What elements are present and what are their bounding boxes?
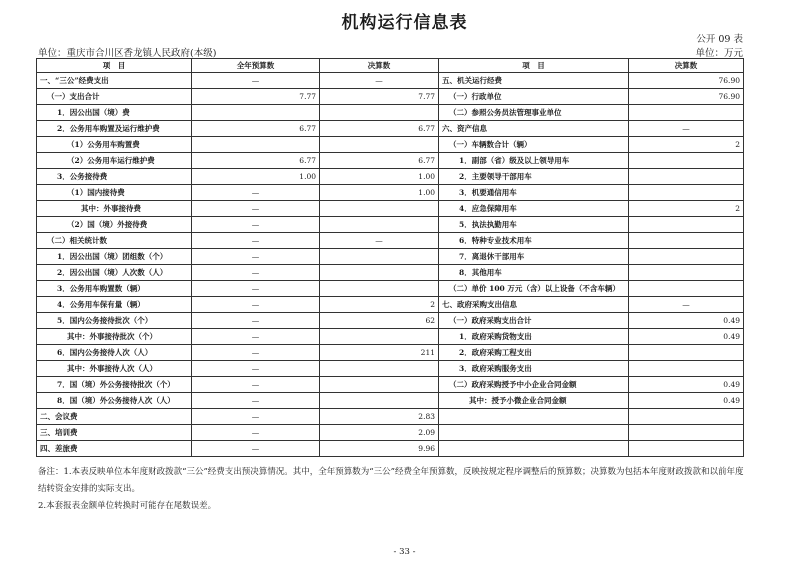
- budget-value: —: [192, 393, 320, 409]
- left-item-label: 4．公务用车保有量（辆）: [37, 297, 192, 313]
- left-item-label: 1．因公出国（境）费: [37, 105, 192, 121]
- final-value: [320, 329, 439, 345]
- right-item-label: （一）行政单位: [439, 89, 629, 105]
- right-final-value: [629, 345, 744, 361]
- right-item-label: 2．主要领导干部用车: [439, 169, 629, 185]
- left-item-label: 3．公务接待费: [37, 169, 192, 185]
- budget-value: —: [192, 425, 320, 441]
- table-row: [37, 217, 744, 233]
- right-item-label: （二）单价 100 万元（含）以上设备（不含车辆）: [439, 281, 629, 297]
- budget-value: —: [192, 345, 320, 361]
- budget-value: —: [192, 217, 320, 233]
- header-item-right: 项 目: [439, 59, 629, 73]
- right-final-value: 0.49: [629, 393, 744, 409]
- right-item-label: 4．应急保障用车: [439, 201, 629, 217]
- table-row: [37, 201, 744, 217]
- table-row: [37, 121, 744, 137]
- left-item-label: 其中：外事接待批次（个）: [37, 329, 192, 345]
- page-title: 机构运行信息表: [341, 13, 468, 33]
- right-final-value: —: [629, 297, 744, 313]
- right-final-value: [629, 425, 744, 441]
- right-final-value: [629, 185, 744, 201]
- final-value: 2.83: [320, 409, 439, 425]
- right-final-value: [629, 281, 744, 297]
- right-item-label: [439, 441, 629, 457]
- final-value: [320, 137, 439, 153]
- table-row: [37, 265, 744, 281]
- header-budget: 全年预算数: [192, 59, 320, 73]
- left-item-label: 三、培训费: [37, 425, 192, 441]
- right-item-label: 五、机关运行经费: [439, 73, 629, 89]
- budget-value: —: [192, 265, 320, 281]
- right-item-label: （一）车辆数合计（辆）: [439, 137, 629, 153]
- final-value: [320, 377, 439, 393]
- currency-unit: 单位：万元: [695, 48, 743, 59]
- right-final-value: [629, 441, 744, 457]
- budget-value: —: [192, 297, 320, 313]
- table-row: [37, 185, 744, 201]
- table-row: [37, 105, 744, 121]
- table-header-row: [37, 59, 744, 73]
- budget-value: —: [192, 377, 320, 393]
- left-item-label: （1）国内接待费: [37, 185, 192, 201]
- final-value: 7.77: [320, 89, 439, 105]
- header-final-right: 决算数: [629, 59, 744, 73]
- left-item-label: （二）相关统计数: [37, 233, 192, 249]
- final-value: 2: [320, 297, 439, 313]
- right-final-value: 2: [629, 137, 744, 153]
- budget-value: —: [192, 73, 320, 89]
- budget-value: —: [192, 185, 320, 201]
- final-value: 211: [320, 345, 439, 361]
- right-item-label: 8．其他用车: [439, 265, 629, 281]
- table-row: [37, 345, 744, 361]
- right-item-label: 2．政府采购工程支出: [439, 345, 629, 361]
- table-row: [37, 89, 744, 105]
- left-item-label: 二、会议费: [37, 409, 192, 425]
- final-value: [320, 217, 439, 233]
- right-item-label: 3．机要通信用车: [439, 185, 629, 201]
- table-row: [37, 153, 744, 169]
- table-row: [37, 409, 744, 425]
- table-row: [37, 73, 744, 89]
- form-number: 公开 09 表: [696, 34, 743, 45]
- right-final-value: [629, 153, 744, 169]
- table-row: [37, 137, 744, 153]
- table-row: [37, 233, 744, 249]
- right-item-label: 3．政府采购服务支出: [439, 361, 629, 377]
- left-item-label: 2．公务用车购置及运行维护费: [37, 121, 192, 137]
- right-item-label: 其中：授予小微企业合同金额: [439, 393, 629, 409]
- left-item-label: （一）支出合计: [37, 89, 192, 105]
- left-item-label: 7．国（境）外公务接待批次（个）: [37, 377, 192, 393]
- right-item-label: （二）参照公务员法管理事业单位: [439, 105, 629, 121]
- right-item-label: [439, 409, 629, 425]
- budget-value: 1.00: [192, 169, 320, 185]
- budget-value: —: [192, 313, 320, 329]
- right-final-value: 76.90: [629, 73, 744, 89]
- budget-value: —: [192, 329, 320, 345]
- final-value: —: [320, 233, 439, 249]
- final-value: 2.09: [320, 425, 439, 441]
- right-item-label: 1．副部（省）级及以上领导用车: [439, 153, 629, 169]
- right-item-label: 六、资产信息: [439, 121, 629, 137]
- note-line: 结转资金安排的实际支出。: [38, 484, 141, 494]
- budget-value: 6.77: [192, 121, 320, 137]
- budget-value: 6.77: [192, 153, 320, 169]
- right-final-value: [629, 169, 744, 185]
- table-row: [37, 361, 744, 377]
- right-item-label: 6．特种专业技术用车: [439, 233, 629, 249]
- right-final-value: 2: [629, 201, 744, 217]
- left-item-label: （1）公务用车购置费: [37, 137, 192, 153]
- left-item-label: 1．因公出国（境）团组数（个）: [37, 249, 192, 265]
- left-item-label: 5．国内公务接待批次（个）: [37, 313, 192, 329]
- budget-value: [192, 137, 320, 153]
- right-final-value: [629, 265, 744, 281]
- budget-value: —: [192, 361, 320, 377]
- right-final-value: —: [629, 121, 744, 137]
- budget-value: —: [192, 409, 320, 425]
- right-item-label: 7．离退休干部用车: [439, 249, 629, 265]
- right-final-value: 0.49: [629, 313, 744, 329]
- table-row: [37, 313, 744, 329]
- header-item: 项 目: [37, 59, 192, 73]
- header-final: 决算数: [320, 59, 439, 73]
- left-item-label: 四、差旅费: [37, 441, 192, 457]
- right-final-value: 0.49: [629, 377, 744, 393]
- budget-value: —: [192, 201, 320, 217]
- right-final-value: [629, 233, 744, 249]
- budget-value: —: [192, 441, 320, 457]
- table-row: [37, 425, 744, 441]
- budget-value: [192, 105, 320, 121]
- note-line: 2.本套报表金额单位转换时可能存在尾数误差。: [38, 501, 217, 511]
- right-item-label: 5．执法执勤用车: [439, 217, 629, 233]
- table-row: [37, 169, 744, 185]
- right-final-value: 76.90: [629, 89, 744, 105]
- notes: [38, 464, 804, 515]
- left-item-label: （2）国（境）外接待费: [37, 217, 192, 233]
- right-final-value: [629, 217, 744, 233]
- table-body: [37, 73, 744, 457]
- right-final-value: [629, 361, 744, 377]
- final-value: [320, 105, 439, 121]
- budget-value: —: [192, 281, 320, 297]
- budget-value: —: [192, 233, 320, 249]
- right-item-label: [439, 425, 629, 441]
- left-item-label: 一、“三公”经费支出: [37, 73, 192, 89]
- left-item-label: 6．国内公务接待人次（人）: [37, 345, 192, 361]
- right-item-label: （二）政府采购授予中小企业合同金额: [439, 377, 629, 393]
- final-value: —: [320, 73, 439, 89]
- table-row: [37, 281, 744, 297]
- left-item-label: 3．公务用车购置数（辆）: [37, 281, 192, 297]
- table-row: [37, 297, 744, 313]
- right-final-value: 0.49: [629, 329, 744, 345]
- final-value: [320, 201, 439, 217]
- final-value: 6.77: [320, 153, 439, 169]
- right-final-value: [629, 249, 744, 265]
- left-item-label: （2）公务用车运行维护费: [37, 153, 192, 169]
- left-item-label: 其中：外事接待人次（人）: [37, 361, 192, 377]
- final-value: [320, 281, 439, 297]
- note-line: 备注：1.本表反映单位本年度财政拨款“三公”经费支出预决算情况。其中，全年预算数为“三公”经费全年预算数，反映按规定程序调整后的预算数；决算数为包括本年度财政拨款和以前年度: [38, 467, 744, 477]
- left-item-label: 8．国（境）外公务接待人次（人）: [37, 393, 192, 409]
- table-row: [37, 329, 744, 345]
- final-value: 62: [320, 313, 439, 329]
- right-item-label: 七、政府采购支出信息: [439, 297, 629, 313]
- left-item-label: 2．因公出国（境）人次数（人）: [37, 265, 192, 281]
- budget-value: 7.77: [192, 89, 320, 105]
- table-row: [37, 249, 744, 265]
- final-value: 6.77: [320, 121, 439, 137]
- final-value: [320, 393, 439, 409]
- unit-name: 单位：重庆市合川区香龙镇人民政府(本级): [38, 48, 217, 59]
- final-value: 1.00: [320, 169, 439, 185]
- right-item-label: 1．政府采购货物支出: [439, 329, 629, 345]
- right-item-label: （一）政府采购支出合计: [439, 313, 629, 329]
- info-table: [36, 58, 744, 457]
- final-value: [320, 361, 439, 377]
- right-final-value: [629, 409, 744, 425]
- table-row: [37, 377, 744, 393]
- final-value: 1.00: [320, 185, 439, 201]
- left-item-label: 其中：外事接待费: [37, 201, 192, 217]
- final-value: [320, 265, 439, 281]
- final-value: [320, 249, 439, 265]
- table-row: [37, 441, 744, 457]
- table-row: [37, 393, 744, 409]
- right-final-value: [629, 105, 744, 121]
- page-number: - 33 -: [393, 547, 416, 557]
- budget-value: —: [192, 249, 320, 265]
- final-value: 9.96: [320, 441, 439, 457]
